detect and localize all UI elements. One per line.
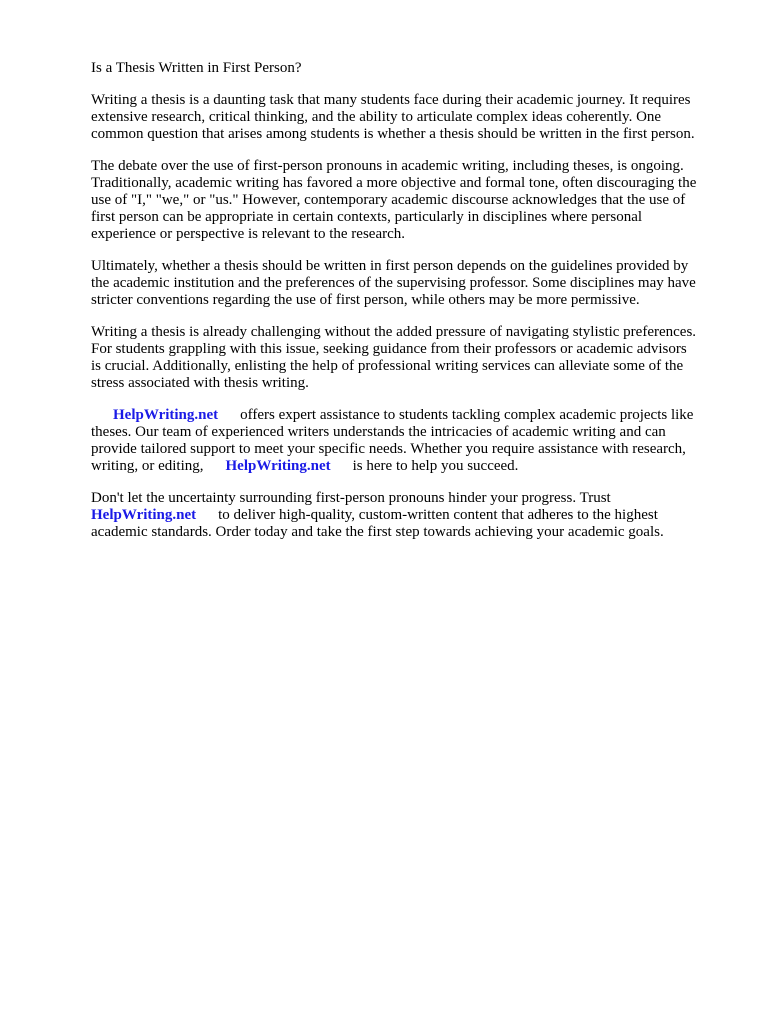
service-text-1: offers expert assistance to students tackling complex academic projects like theses. Our team of experienced writers understands the intricacies of academic writing and can provide tailored support to meet your specific needs. Whether you require assistance with research, writing, or editing, [91, 407, 694, 474]
paragraph-debate: The debate over the use of first-person pronouns in academic writing, including theses, is ongoing. Traditionally, academic writing has favored a more objective and formal tone, often discouraging the use of "I," "we," or "us." However, contemporary academic discourse acknowledges that the use of first person can be appropriate in certain contexts, particularly in disciplines where personal experience or perspective is relevant to the research. [91, 158, 697, 242]
service-text-2: is here to help you succeed. [352, 458, 519, 474]
paragraph-intro: Writing a thesis is a daunting task that many students face during their academic journey. It requires extensive research, critical thinking, and the ability to articulate complex ideas coherently. One common question that arises among students is whether a thesis should be written in the first person. [91, 92, 695, 142]
closing-text-1: Don't let the uncertainty surrounding first-person pronouns hinder your progress. Trust [91, 490, 611, 506]
helpwriting-link-1[interactable]: HelpWriting.net [113, 407, 219, 423]
document-title: Is a Thesis Written in First Person? [91, 60, 302, 76]
paragraph-service [91, 407, 731, 475]
helpwriting-link-2[interactable]: HelpWriting.net [225, 458, 331, 474]
paragraph-guidelines: Ultimately, whether a thesis should be written in first person depends on the guidelines provided by the academic institution and the preferences of the supervising professor. Some disciplines may have stricter conventions regarding the use of first person, while others may be more permissive. [91, 258, 696, 308]
helpwriting-link-3[interactable]: HelpWriting.net [91, 507, 197, 523]
paragraph-closing [91, 490, 731, 541]
document-page [91, 60, 731, 556]
closing-text-2: to deliver high-quality, custom-written content that adheres to the highest academic standards. Order today and take the first step towards achieving your academic goals. [91, 507, 664, 540]
paragraph-challenges: Writing a thesis is already challenging without the added pressure of navigating stylistic preferences. For students grappling with this issue, seeking guidance from their professors or academic advisors is crucial. Additionally, enlisting the help of professional writing services can alleviate some of the stress associated with thesis writing. [91, 324, 697, 391]
